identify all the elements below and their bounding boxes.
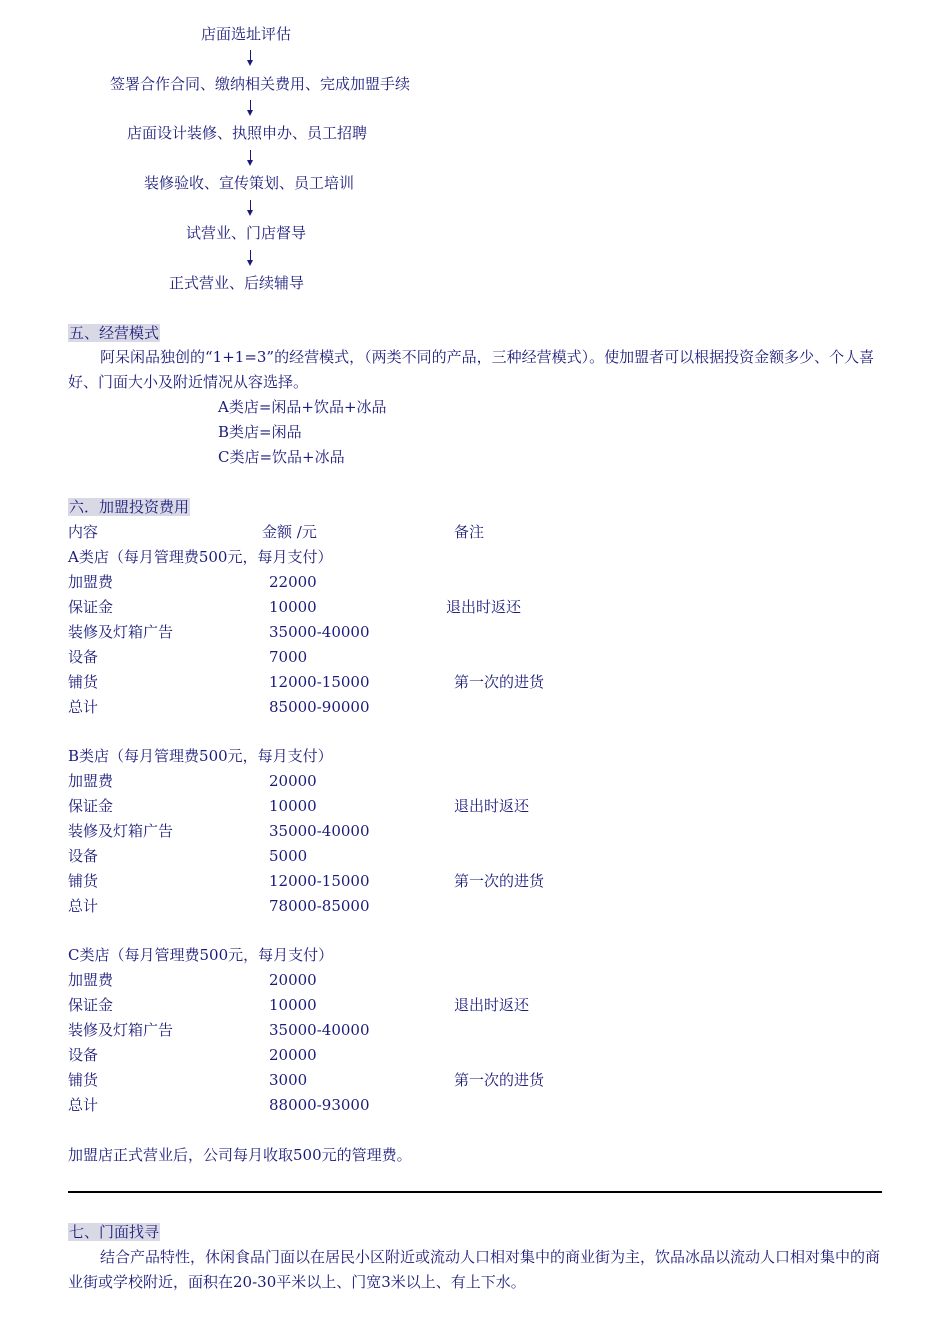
- flow-step: 签署合作合同、缴纳相关费用、完成加盟手续: [110, 75, 411, 93]
- store-title: B类店（每月管理费500元，每月支付）: [68, 747, 333, 765]
- fee-amount: 10000: [269, 797, 317, 815]
- fee-note: 退出时返还: [454, 797, 530, 815]
- fee-item: 总计: [68, 1096, 99, 1114]
- fee-item: 设备: [68, 847, 99, 865]
- section7-paragraph: 结合产品特性，休闲食品门面以在居民小区附近或流动人口相对集中的商业街为主，饮品冰品以流动人口相对集中的商业街或学校附近，面积在20-30平米以上、门宽3米以上、有上下水。: [68, 1248, 881, 1291]
- flow-step: 店面选址评估: [201, 25, 292, 43]
- fee-amount: 10000: [269, 598, 317, 616]
- column-header-amount: 金额 /元: [262, 523, 317, 541]
- fee-note: 退出时返还: [446, 598, 522, 616]
- section-heading: [68, 497, 190, 517]
- fee-amount: 85000-90000: [269, 698, 370, 716]
- fee-amount: 35000-40000: [269, 1021, 370, 1039]
- down-arrow-icon: [246, 50, 256, 66]
- fee-amount: 35000-40000: [269, 822, 370, 840]
- fee-amount: 35000-40000: [269, 623, 370, 641]
- fee-amount: 3000: [269, 1071, 308, 1089]
- store-type-item: C类店=饮品+冰品: [218, 448, 345, 466]
- section5-paragraph: 阿呆闲品独创的“1+1=3”的经营模式，（两类不同的产品，三种经营模式）。使加盟者可以根据投资金额多少、个人喜好、门面大小及附近情况从容选择。: [68, 348, 875, 391]
- fee-note: 第一次的进货: [454, 872, 545, 890]
- fee-item: 装修及灯箱广告: [68, 623, 174, 641]
- fee-amount: 12000-15000: [269, 872, 370, 890]
- store-title: C类店（每月管理费500元，每月支付）: [68, 946, 334, 964]
- section5-heading: 五、经营模式: [69, 324, 160, 342]
- fee-item: 加盟费: [68, 772, 114, 790]
- fee-item: 总计: [68, 698, 99, 716]
- column-header-content: 内容: [68, 523, 99, 541]
- fee-note: 退出时返还: [454, 996, 530, 1014]
- fee-item: 设备: [68, 648, 99, 666]
- fee-item: 加盟费: [68, 971, 114, 989]
- fee-item: 加盟费: [68, 573, 114, 591]
- fee-item: 装修及灯箱广告: [68, 822, 174, 840]
- section-heading: [68, 1222, 160, 1242]
- flow-step: 试营业、门店督导: [186, 224, 307, 242]
- fee-amount: 22000: [269, 573, 317, 591]
- fee-amount: 7000: [269, 648, 308, 666]
- fee-note: 第一次的进货: [454, 1071, 545, 1089]
- fee-item: 保证金: [68, 797, 114, 815]
- store-title: A类店（每月管理费500元，每月支付）: [68, 548, 333, 566]
- fee-item: 总计: [68, 897, 99, 915]
- store-type-item: B类店=闲品: [218, 423, 302, 441]
- down-arrow-icon: [246, 200, 256, 216]
- flow-step: 装修验收、宣传策划、员工培训: [144, 174, 355, 192]
- management-fee-note: 加盟店正式营业后，公司每月收取500元的管理费。: [68, 1146, 412, 1164]
- fee-amount: 20000: [269, 971, 317, 989]
- fee-item: 设备: [68, 1046, 99, 1064]
- fee-amount: 78000-85000: [269, 897, 370, 915]
- section7-heading: 七、门面找寻: [69, 1223, 160, 1241]
- fee-note: 第一次的进货: [454, 673, 545, 691]
- horizontal-divider: [68, 1191, 882, 1193]
- fee-amount: 20000: [269, 772, 317, 790]
- down-arrow-icon: [246, 250, 256, 266]
- fee-item: 保证金: [68, 598, 114, 616]
- fee-item: 装修及灯箱广告: [68, 1021, 174, 1039]
- section-heading: [68, 323, 160, 343]
- fee-amount: 5000: [269, 847, 308, 865]
- fee-item: 保证金: [68, 996, 114, 1014]
- fee-amount: 12000-15000: [269, 673, 370, 691]
- column-header-note: 备注: [454, 523, 485, 541]
- flow-step: 店面设计装修、执照申办、员工招聘: [127, 124, 368, 142]
- section6-heading: 六．加盟投资费用: [69, 498, 190, 516]
- flow-step: 正式营业、后续辅导: [169, 274, 305, 292]
- fee-item: 铺货: [68, 872, 99, 890]
- fee-amount: 88000-93000: [269, 1096, 370, 1114]
- down-arrow-icon: [246, 150, 256, 166]
- fee-amount: 10000: [269, 996, 317, 1014]
- fee-item: 铺货: [68, 673, 99, 691]
- fee-amount: 20000: [269, 1046, 317, 1064]
- down-arrow-icon: [246, 100, 256, 116]
- fee-item: 铺货: [68, 1071, 99, 1089]
- store-type-item: A类店=闲品+饮品+冰品: [218, 398, 387, 416]
